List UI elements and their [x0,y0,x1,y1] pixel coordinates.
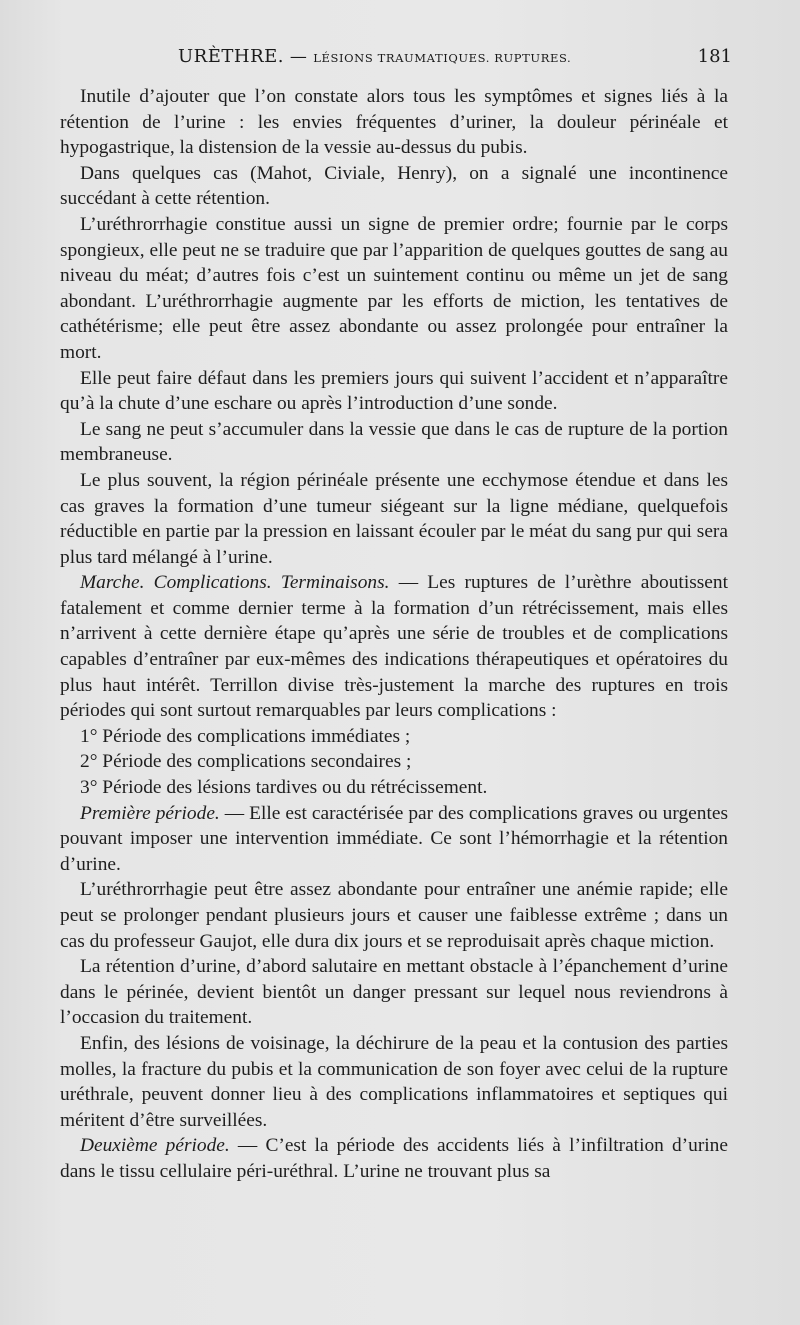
paragraph-section-premiere: Première période. — Elle est caractérisée par des complications graves ou urgentes pouvant imposer une intervention immédiate. Ce sont l’hémorrhagie et la rétention d’urine. [60,802,728,875]
running-title [178,46,571,67]
running-title-sub: LÉSIONS TRAUMATIQUES. RUPTURES. [313,51,572,65]
paragraph: Elle peut faire défaut dans les premiers jours qui suivent l’accident et n’apparaître qu’à la chute d’une eschare ou après l’introduction d’une sonde. [60,367,728,415]
paragraph-section-deuxieme: Deuxième période. — C’est la période des accidents liés à l’infiltration d’urine dans le tissu cellulaire péri-uréthral. L’urine ne trouvant plus sa [60,1135,728,1182]
running-title-main: URÈTHRE. [178,46,284,67]
body-text [60,84,728,1185]
running-header [60,46,732,74]
paragraph: L’uréthrorrhagie peut être assez abondante pour entraîner une anémie rapide; elle peut se prolonger pendant plusieurs jours et causer une faiblesse extrême ; dans un cas du professeur Gaujot, elle dura dix jours et se reproduisait après chaque miction. [60,879,728,952]
section-heading: Première période. [80,802,220,824]
paragraph: Enfin, des lésions de voisinage, la déchirure de la peau et la contusion des parties molles, la fracture du pubis et la communication de son foyer avec celui de la rupture uréthrale, peuvent donner lieu à des complications inflammatoires et septiques qui méritent d’être surveillées. [60,1032,728,1131]
list-item: 1° Période des complications immédiates ; [80,725,411,747]
running-title-dash: — [289,47,308,67]
paragraph: La rétention d’urine, d’abord salutaire en mettant obstacle à l’épanchement d’urine dans le périnée, devient bientôt un danger pressant sur lequel nous reviendrons à l’occasion du traitement. [60,956,728,1029]
paragraph: Dans quelques cas (Mahot, Civiale, Henry), on a signalé une incontinence succédant à cette rétention. [60,162,728,210]
section-heading: Marche. Complications. Terminaisons. [80,572,390,594]
paragraph: Inutile d’ajouter que l’on constate alors tous les symptômes et signes liés à la rétention de l’urine : les envies fréquentes d’uriner, la douleur périnéale et hypogastrique, la distension de la vessie au-dessus du pubis. [60,86,728,159]
page-number: 181 [697,46,732,67]
paragraph: Le sang ne peut s’accumuler dans la vessie que dans le cas de rupture de la portion membraneuse. [60,418,728,466]
paragraph: L’uréthrorrhagie constitue aussi un signe de premier ordre; fournie par le corps spongieux, elle peut ne se traduire que par l’apparition de quelques gouttes de sang au niveau du méat; d’autres fois c’est un suintement continu ou même un jet de sang abondant. L’uréthrorrhagie augmente par les efforts de miction, les tentatives de cathétérisme; elle peut être assez abondante ou assez prolongée pour entraîner la mort. [60,213,728,363]
paragraph: Le plus souvent, la région périnéale présente une ecchymose étendue et dans les cas graves la formation d’une tumeur siégeant sur la ligne médiane, quelquefois réductible en partie par la pression en laissant écouler par le méat du sang pur qui sera plus tard mélangé à l’urine. [60,469,728,568]
list-item: 3° Période des lésions tardives ou du rétrécissement. [80,777,488,799]
section-heading: Deuxième période. [80,1135,230,1157]
list-item: 2° Période des complications secondaires ; [80,751,412,773]
paragraph-section-marche: Marche. Complications. Terminaisons. — Les ruptures de l’urèthre aboutissent fatalement et comme dernier terme à la formation d’un rétrécissement, mais elles n’arrivent à cette dernière étape qu’après une série de troubles et de complications capables d’entraîner par eux-mêmes des indications thérapeutiques et opératoires du plus haut intérêt. Terrillon divise très-justement la marche des ruptures en trois périodes qui sont surtout remarquables par leurs complications : [60,572,728,722]
